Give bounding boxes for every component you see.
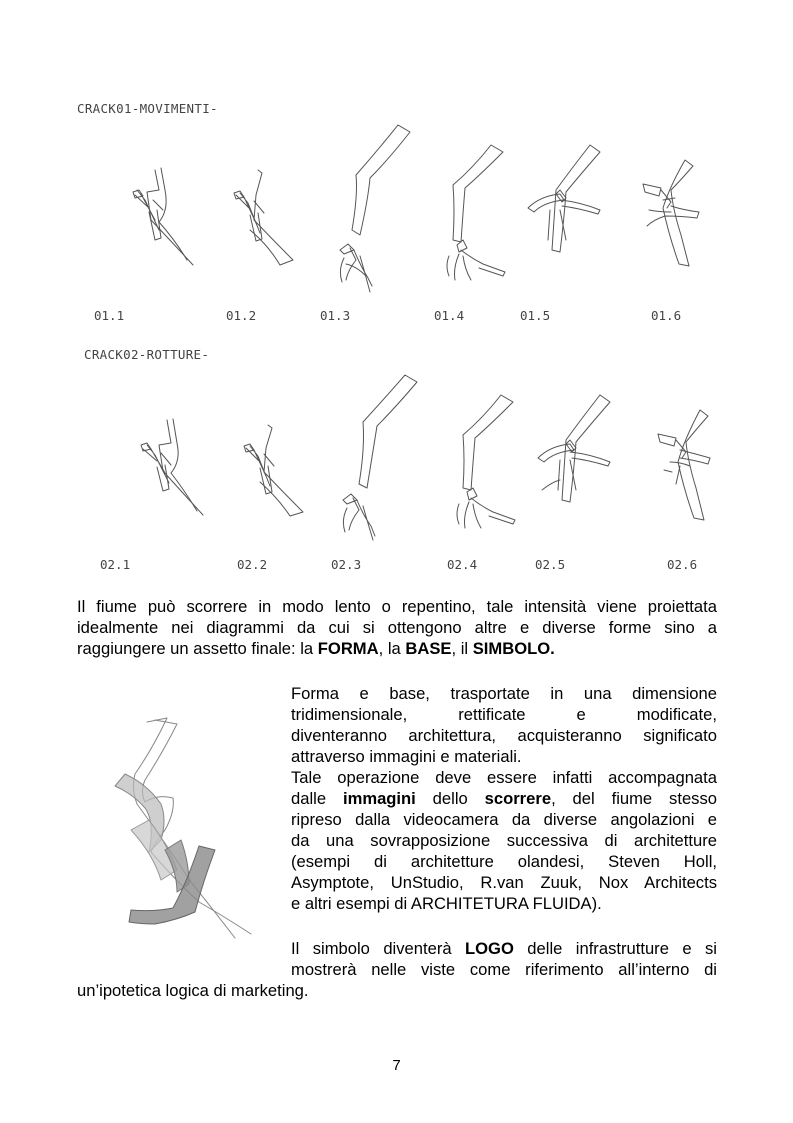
crack02-title: CRACK02-ROTTURE- xyxy=(84,347,210,362)
diagram-01-3 xyxy=(330,120,415,295)
forma-term: FORMA xyxy=(317,639,379,658)
label-02-3: 02.3 xyxy=(331,557,362,572)
diagram-01-1 xyxy=(125,160,200,270)
p2-line-9: (esempi di architetture olandesi, Steven Holl, xyxy=(291,852,717,871)
diagram-02-6 xyxy=(650,400,725,525)
p2-line-1: Forma e base, trasportate in una dimensione xyxy=(291,684,717,703)
label-02-5: 02.5 xyxy=(535,557,566,572)
diagram-02-2 xyxy=(238,420,313,520)
p2-line-10: Asymptote, UnStudio, R.van Zuuk, Nox Architects xyxy=(291,873,717,892)
label-02-1: 02.1 xyxy=(100,557,131,572)
diagram-01-2 xyxy=(228,165,303,270)
logo-paragraph-end xyxy=(77,980,717,1001)
simbolo-term: SIMBOLO. xyxy=(472,639,555,658)
label-01-6: 01.6 xyxy=(651,308,682,323)
label-02-4: 02.4 xyxy=(447,557,478,572)
intro-line-3: raggiungere un assetto finale: la FORMA, la BASE, il SIMBOLO. xyxy=(77,639,555,658)
immagini-term: immagini xyxy=(342,789,416,808)
p2-line-2: tridimensionale, rettificate e modificate, xyxy=(291,705,717,724)
diagram-02-4 xyxy=(445,390,535,540)
label-01-2: 01.2 xyxy=(226,308,257,323)
p2-line-8: da una sovrapposizione successiva di architetture xyxy=(291,831,717,850)
diagram-01-5 xyxy=(520,140,615,265)
logo-paragraph-top xyxy=(291,938,717,980)
p2-line-11: e altri esempi di ARCHITETURA FLUIDA). xyxy=(291,894,602,913)
diagram-02-1 xyxy=(135,415,210,520)
p3-line-3: un’ipotetica logica di marketing. xyxy=(77,981,309,1000)
p2-line-3: diventeranno architettura, acquisteranno significato xyxy=(291,726,717,745)
diagram-01-4 xyxy=(435,140,525,290)
p2-line-7: ripreso dalla videocamera da diverse angolazioni e xyxy=(291,810,717,829)
p3-line-2: mostrerà nelle viste come riferimento all’interno di xyxy=(291,960,717,979)
label-02-6: 02.6 xyxy=(667,557,698,572)
symbol-illustration xyxy=(95,712,265,947)
diagram-02-5 xyxy=(530,390,625,515)
p2-line-4: attraverso immagini e materiali. xyxy=(291,747,522,766)
intro-line-2: idealmente nei diagrammi da cui si ottengono altre e diverse forme sino a xyxy=(77,618,717,637)
label-01-5: 01.5 xyxy=(520,308,551,323)
scorrere-term: scorrere xyxy=(484,789,552,808)
diagram-01-6 xyxy=(635,150,710,270)
label-01-4: 01.4 xyxy=(434,308,465,323)
label-01-3: 01.3 xyxy=(320,308,351,323)
label-01-1: 01.1 xyxy=(94,308,125,323)
p2-line-5: Tale operazione deve essere infatti accompagnata xyxy=(291,768,717,787)
intro-line-1: Il fiume può scorrere in modo lento o repentino, tale intensità viene proiettata xyxy=(77,597,717,616)
base-term: BASE xyxy=(405,639,452,658)
logo-term: LOGO xyxy=(465,939,514,958)
intro-paragraph xyxy=(77,596,717,659)
diagram-02-3 xyxy=(335,370,425,545)
label-02-2: 02.2 xyxy=(237,557,268,572)
forma-base-paragraph xyxy=(291,683,717,914)
page-number: 7 xyxy=(392,1057,401,1074)
crack01-title: CRACK01-MOVIMENTI- xyxy=(77,101,218,116)
p3-line-1: Il simbolo diventerà LOGO delle infrastrutture e si xyxy=(291,939,717,958)
p2-line-6: dalle immagini dello scorrere, del fiume stesso xyxy=(291,789,718,808)
